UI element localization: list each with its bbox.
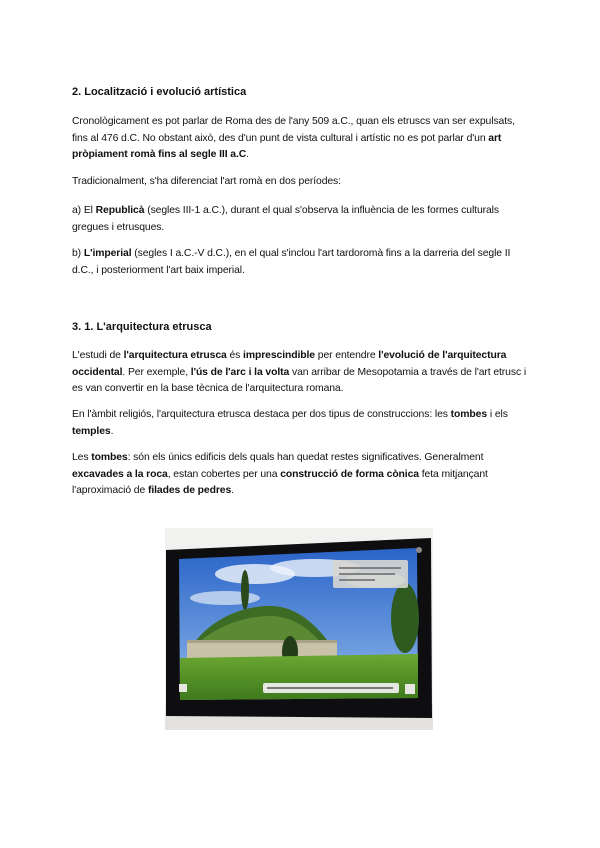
tv-screen-photo-icon: [165, 528, 433, 730]
section-3-1-paragraph-tombes: Les tombes: són els únics edificis dels quals han quedat restes significatives. Generalment excavades a la roca, estan cobertes per una construcció de forma cònica feta mitjançant l'aproximació de filades de pedres.: [72, 452, 488, 496]
tv-screen-photo: [165, 528, 433, 730]
section-2-paragraph-2: Tradicionalment, s'ha diferenciat l'art romà en dos períodes:: [72, 176, 341, 187]
section-2-paragraph-1: Cronològicament es pot parlar de Roma des de l'any 509 a.C., quan els etruscs van ser expulsats, fins al 476 d.C. No obstant això, des d'un punt de vista cultural i artístic no es pot parlar d'un art pròpiament romà fins al segle III a.C.: [72, 116, 515, 160]
section-2-paragraph-imperial: b) L'imperial (segles I a.C.-V d.C.), en el qual s'inclou l'art tardoromà fins a la darreria del segle II d.C., i posteriorment l'art baix imperial.: [72, 248, 511, 276]
section-3-1-heading: 3. 1. L'arquitectura etrusca: [72, 321, 212, 333]
section-2-paragraph-republica: a) El Republicà (segles III-1 a.C.), durant el qual s'observa la influència de les formes culturals gregues i etrusques.: [72, 205, 499, 233]
section-3-1-paragraph-1: L'estudi de l'arquitectura etrusca és imprescindible per entendre l'evolució de l'arquitectura occidental. Per exemple, l'ús de l'arc i la volta van arribar de Mesopotamia a través de l'art etrusc i es van convertir en la base tècnica de l'arquitectura romana.: [72, 350, 527, 394]
section-2-heading: 2. Localització i evolució artística: [72, 86, 247, 98]
section-3-1-paragraph-2: En l'àmbit religiós, l'arquitectura etrusca destaca per dos tipus de construccions: les tombes i els temples.: [72, 409, 508, 437]
